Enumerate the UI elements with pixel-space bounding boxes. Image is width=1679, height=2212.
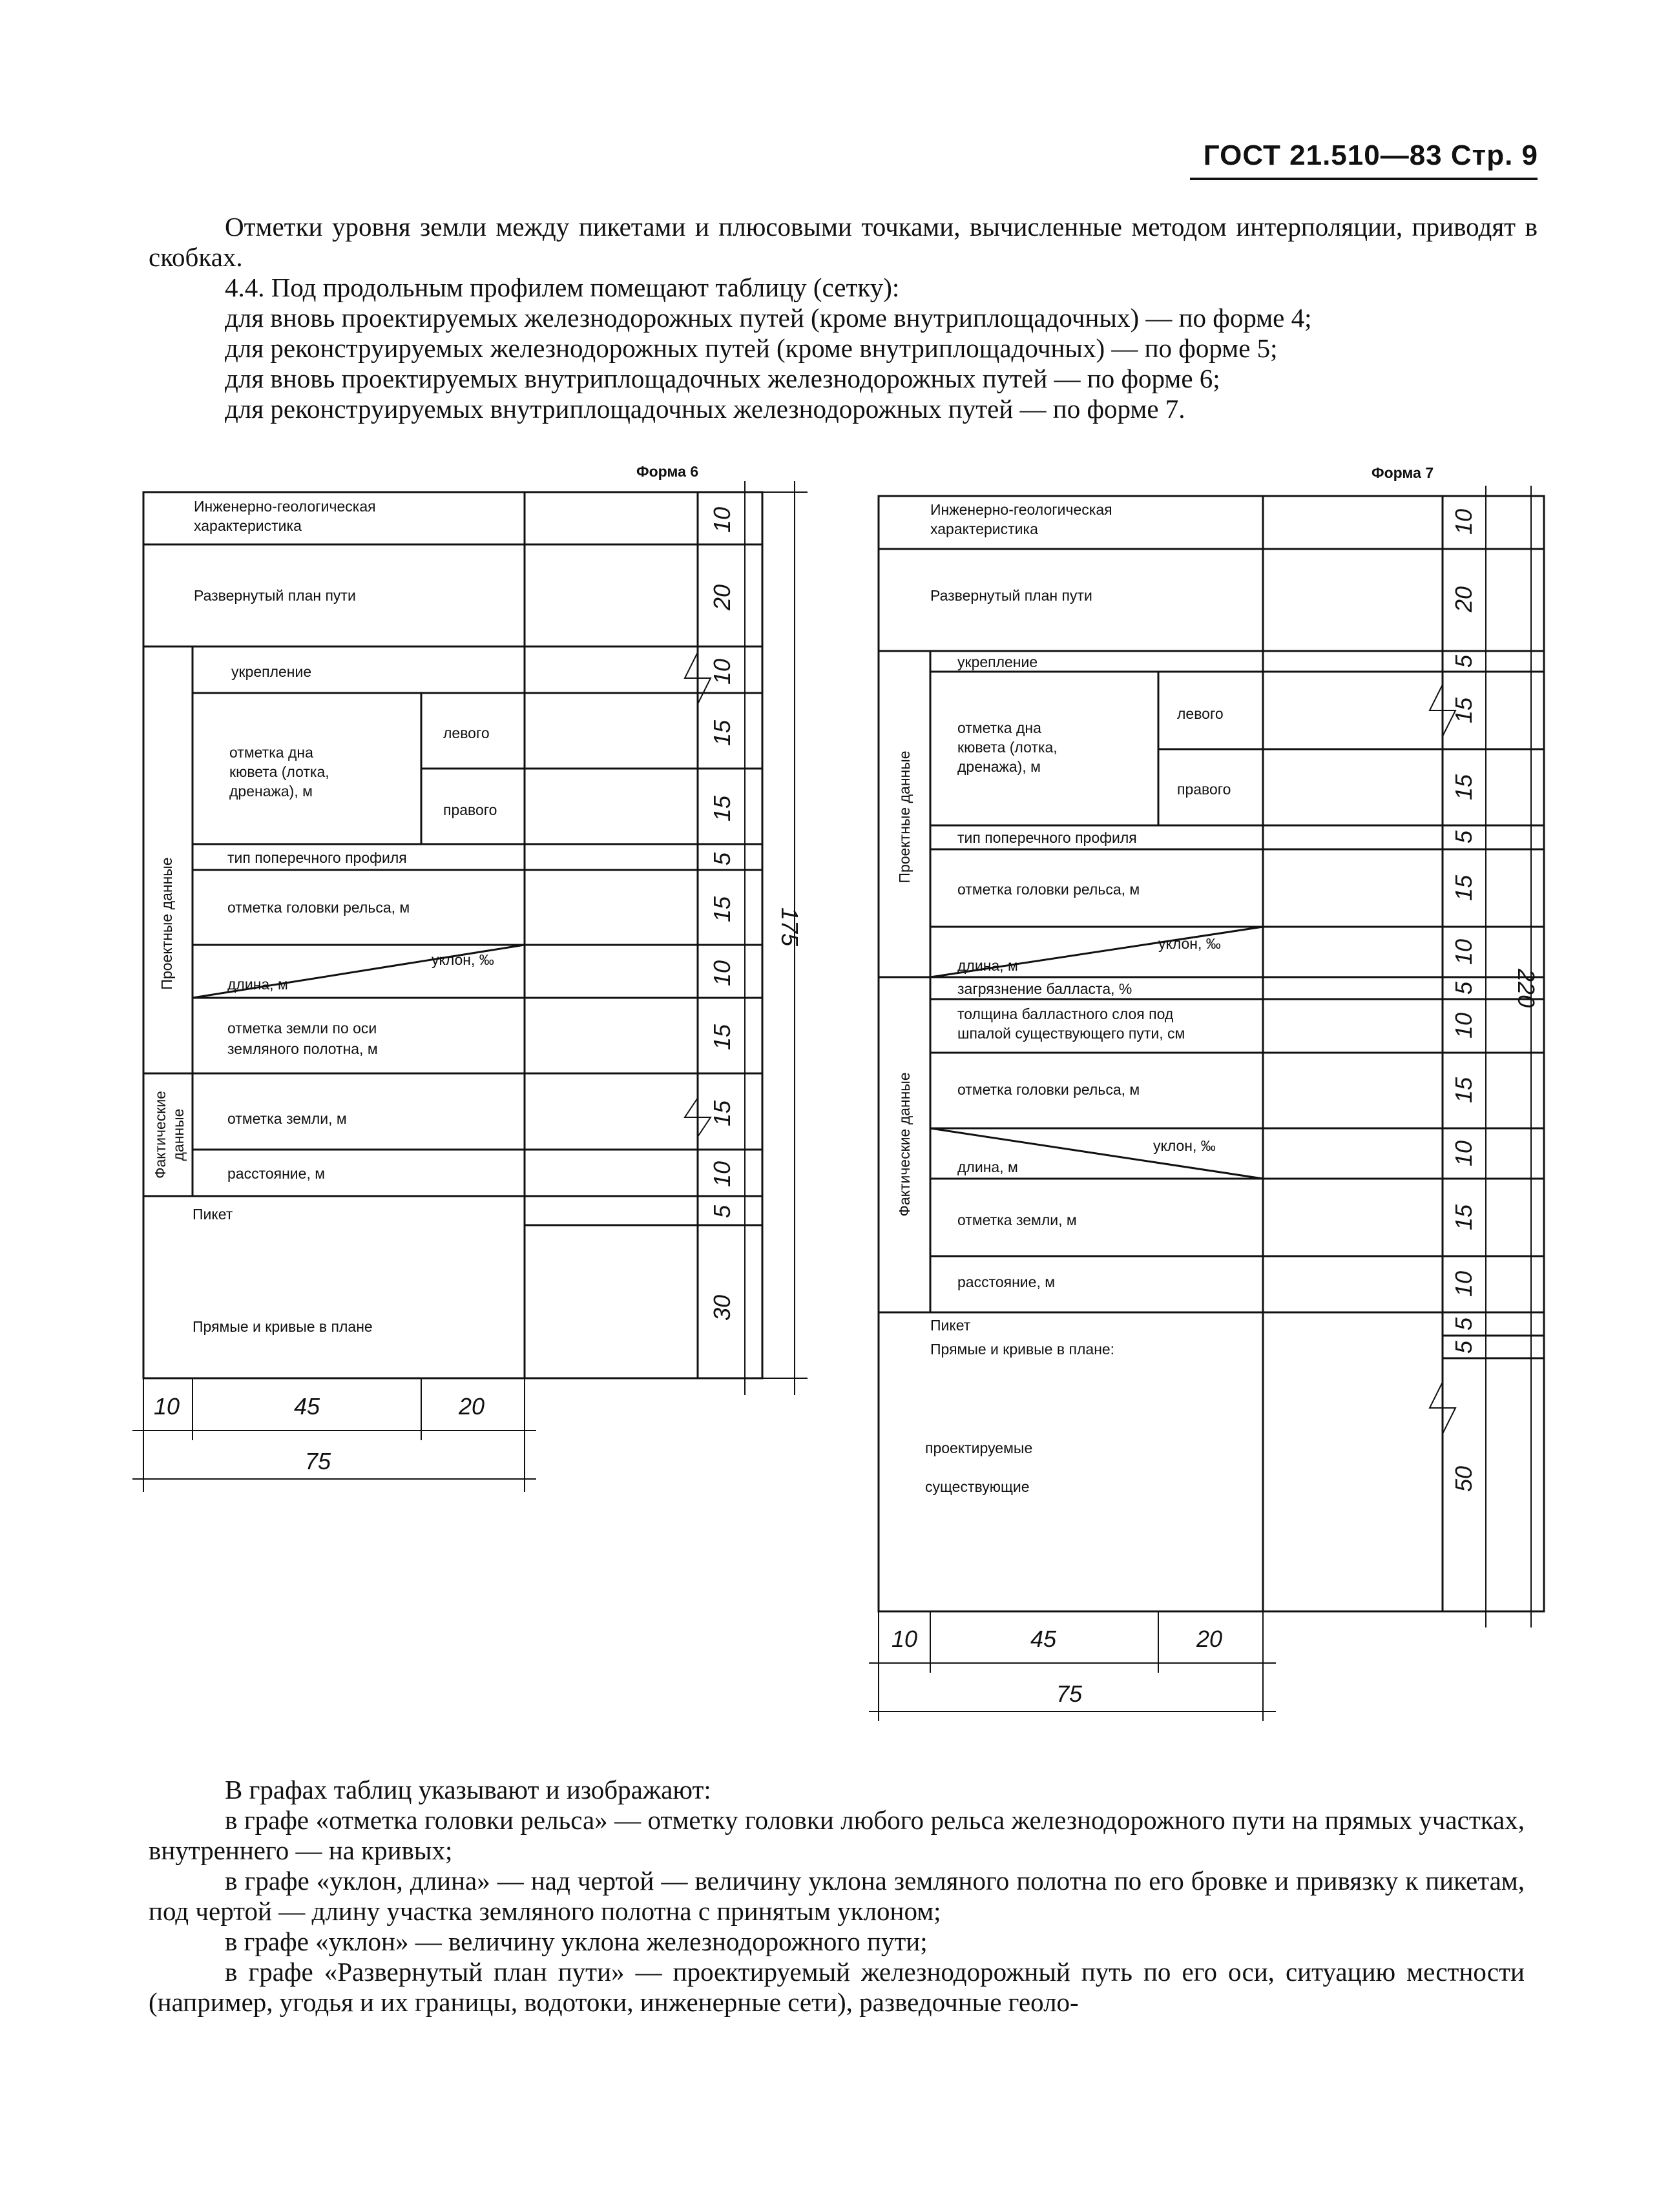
form6-golovka: отметка головки рельса, м	[227, 899, 410, 916]
form7-dim: 10	[1450, 1270, 1477, 1297]
form-7	[869, 464, 1544, 1721]
form7-dim: 5	[1450, 1340, 1477, 1354]
form6-zemli-os: отметка земли по оси	[227, 1020, 377, 1037]
form7-dim: 15	[1450, 874, 1477, 902]
form6-dim-bottom: 10	[153, 1393, 180, 1420]
form6-pravogo: правого	[443, 801, 497, 818]
form7-dim-bottom: 45	[1030, 1626, 1057, 1652]
form7-dim: 20	[1450, 586, 1477, 613]
form7-uklon-f: уклон, ‰	[1153, 1137, 1216, 1154]
form7-ukreplenie: укрепление	[957, 654, 1038, 670]
form7-dim: 50	[1450, 1465, 1477, 1493]
form6-dno-2: кювета (лотка,	[229, 763, 329, 780]
form7-dim: 15	[1450, 697, 1477, 724]
form-6	[132, 463, 808, 1492]
form6-dim: 10	[709, 506, 735, 533]
form7-dim: 5	[1450, 830, 1477, 844]
form7-piket: Пикет	[930, 1317, 971, 1334]
form6-rasst: расстояние, м	[227, 1165, 326, 1182]
page-header: ГОСТ 21.510—83 Стр. 9	[1203, 140, 1538, 171]
form7-dim: 10	[1450, 938, 1477, 966]
form6-tip: тип поперечного профиля	[227, 849, 407, 866]
form7-dim-bottom: 10	[891, 1626, 918, 1652]
form-7-title: Форма 7	[1371, 464, 1434, 481]
form7-golovka-f: отметка головки рельса, м	[957, 1081, 1140, 1098]
list-item: для вновь проектируемых внутриплощадочных железнодорожных путей — по форме 6;	[225, 364, 1220, 393]
form7-dim: 10	[1450, 1012, 1477, 1039]
form6-dim: 5	[709, 1204, 735, 1219]
form6-group-fact-2: данные	[170, 1108, 187, 1161]
paragraph-uklon: в графе «уклон» — величину уклона железнодорожного пути;	[225, 1927, 928, 1956]
form6-ukreplenie: укрепление	[231, 663, 312, 680]
form7-tolsh-2: шпалой существующего пути, см	[957, 1025, 1185, 1042]
form6-dim: 10	[709, 658, 735, 685]
paragraph-intro: В графах таблиц указывают и изображают:	[225, 1775, 711, 1804]
form7-zemli: отметка земли, м	[957, 1212, 1077, 1228]
form6-dno: отметка дна	[229, 744, 313, 761]
form7-geo-label-2: характеристика	[930, 521, 1038, 537]
list-item: для вновь проектируемых железнодорожных путей (кроме внутриплощадочных) — по форме 4;	[225, 303, 1312, 333]
form6-uklon: уклон, ‰	[432, 951, 494, 968]
form7-pryamye: Прямые и кривые в плане:	[930, 1341, 1115, 1358]
form6-dim: 5	[709, 852, 735, 866]
form7-uklon: уклон, ‰	[1158, 935, 1221, 952]
form6-dim: 15	[709, 896, 735, 923]
form6-pryamye: Прямые и кривые в плане	[193, 1318, 373, 1335]
form7-rasst: расстояние, м	[957, 1274, 1056, 1290]
form7-dim-bottom: 20	[1196, 1626, 1223, 1652]
list-item: для реконструируемых железнодорожных путей (кроме внутриплощадочных) — по форме 5;	[225, 333, 1278, 363]
form7-tip: тип поперечного профиля	[957, 829, 1137, 846]
form7-tolsh: толщина балластного слоя под	[957, 1006, 1174, 1022]
form7-dim: 10	[1450, 508, 1477, 535]
form7-dim: 5	[1450, 1317, 1477, 1331]
form7-dim: 15	[1450, 1077, 1477, 1104]
form6-dim: 10	[709, 1161, 735, 1188]
form7-dim: 5	[1450, 654, 1477, 668]
form6-dim: 10	[709, 960, 735, 987]
form6-piket: Пикет	[193, 1206, 233, 1223]
form7-proekt: проектируемые	[925, 1440, 1033, 1456]
list-item: для реконструируемых внутриплощадочных железнодорожных путей — по форме 7.	[225, 394, 1185, 424]
paragraph-4-4: 4.4. Под продольным профилем помещают таблицу (сетку):	[225, 273, 900, 302]
form7-dlina-f: длина, м	[957, 1159, 1018, 1175]
form6-dim: 20	[709, 584, 735, 611]
form7-dim: 5	[1450, 981, 1477, 995]
form6-dim: 15	[709, 719, 735, 747]
form6-geo-label: Инженерно-геологическая	[194, 498, 376, 515]
form6-dim: 15	[709, 1024, 735, 1051]
form7-group-design: Проектные данные	[896, 750, 913, 884]
bottom-text	[149, 1775, 1525, 2018]
form6-levogo: левого	[443, 725, 490, 741]
form7-levogo: левого	[1177, 705, 1224, 722]
form7-zagr: загрязнение балласта, %	[957, 980, 1132, 997]
form7-total: 220	[1513, 968, 1539, 1008]
form7-dim: 15	[1450, 774, 1477, 801]
form7-plan-label: Развернутый план пути	[930, 587, 1092, 604]
form7-dno-2: кювета (лотка,	[957, 739, 1058, 756]
form6-geo-label-2: характеристика	[194, 517, 302, 534]
form7-dim: 10	[1450, 1140, 1477, 1167]
form6-zemli-os-2: земляного полотна, м	[227, 1040, 378, 1057]
paragraph-golovka: в графе «отметка головки рельса» — отметку головки любого рельса железнодорожного пути на прямых участках, внутреннего — на кривых;	[149, 1805, 1525, 1865]
form-6-title: Форма 6	[636, 463, 699, 480]
form7-group-fact: Фактические данные	[896, 1072, 913, 1217]
form7-geo-label: Инженерно-геологическая	[930, 501, 1112, 518]
form7-width-total: 75	[1056, 1680, 1083, 1707]
form6-width-total: 75	[304, 1448, 331, 1474]
form7-dim: 15	[1450, 1204, 1477, 1231]
form6-group-fact-1: Фактические	[152, 1091, 169, 1179]
form6-dim: 15	[709, 1100, 735, 1127]
form6-plan-label: Развернутый план пути	[194, 587, 356, 604]
form6-dlina: длина, м	[227, 976, 288, 993]
form6-dim-bottom: 20	[458, 1393, 485, 1420]
paragraph-plan: в графе «Развернутый план пути» — проектируемый железнодорожный путь по его оси, ситуацию местности (например, угодья и их границы, водотоки, инженерные сети), разведочные геоло-	[149, 1957, 1525, 2017]
form7-dno-3: дренажа), м	[957, 758, 1041, 775]
form7-golovka: отметка головки рельса, м	[957, 881, 1140, 898]
form7-sush: существующие	[925, 1478, 1030, 1495]
paragraph-uklon-dlina: в графе «уклон, длина» — над чертой — величину уклона земляного полотна по его бровке и привязку к пикетам, под чертой — длину участка земляного полотна с принятым уклоном;	[149, 1866, 1525, 1926]
form6-dim: 15	[709, 795, 735, 822]
form6-total: 175	[777, 907, 803, 947]
form7-dno: отметка дна	[957, 719, 1041, 736]
form6-zemli: отметка земли, м	[227, 1110, 347, 1127]
form6-group-design: Проектные данные	[158, 857, 175, 990]
form-6-frame	[143, 492, 762, 1378]
form6-dim: 30	[709, 1294, 735, 1321]
form7-pravogo: правого	[1177, 781, 1231, 798]
form6-dim-bottom: 45	[293, 1393, 320, 1420]
form6-dno-3: дренажа), м	[229, 783, 313, 800]
form7-dlina: длина, м	[957, 957, 1018, 974]
paragraph-interpolation: Отметки уровня земли между пикетами и плюсовыми точками, вычисленные методом интерполяции, приводят в скобках.	[149, 212, 1538, 272]
